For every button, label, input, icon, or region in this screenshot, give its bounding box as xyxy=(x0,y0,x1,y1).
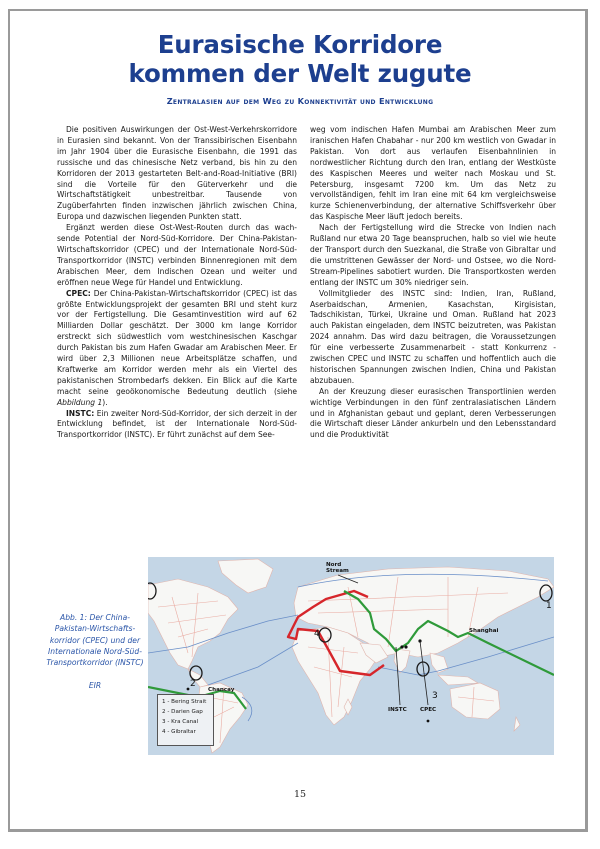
paragraph: Ergänzt werden diese Ost-West-Routen durch das wachsende Potential der Nord-Süd-Korridore. Der China-Pakistan-Wirtschaftskorridor (CPEC) und der Internationale Nord-Süd-Transportkorridor (INSTC) verbinden Binnenregionen mit dem Arabischen Meer, dem Indischen Ozean und weiter und eröffnen neue Wege für Handel und Entwicklung. xyxy=(57,223,297,287)
title-line-1: Eurasische Korridore xyxy=(157,30,443,59)
map-number-4: 4 xyxy=(314,629,320,639)
article-subtitle: Zentralasien auf dem Weg zu Konnektivität und Entwicklung xyxy=(166,96,434,106)
paragraph-text: ). xyxy=(102,397,108,407)
map-label-nord-stream: Nord Stream xyxy=(326,562,349,574)
map-label-instc: INSTC xyxy=(388,707,407,713)
legend-item: 3 - Kra Canal xyxy=(162,719,199,725)
paragraph: An der Kreuzung dieser eurasischen Transportlinien werden wichtige Verbindungen in den fünf zentralasiatischen Ländern und in Afghanistan gebaut und geplant, deren Verbesserungen die Wirtschaft dieser Länder ankurbeln und den Lebensstandard und die Produktivität xyxy=(310,386,556,440)
world-map-figure xyxy=(148,557,554,755)
figure-reference: Abbildung 1 xyxy=(57,397,103,407)
map-number-3: 3 xyxy=(432,691,438,701)
map-label-shanghai: Shanghai xyxy=(469,628,499,634)
paragraph: weg vom indischen Hafen Mumbai am Arabischen Meer zum iranischen Hafen Chabahar - nur 200 km westlich von Gwadar in Pakistan. Von dort aus verlaufen Eisenbahnlinien in nordwestlicher Richtung durch den Iran, entlang der Westküste des Kaspischen Meeres und weiter nach Moskau und St. Petersburg, insgesamt 7200 km. Um das Netz zu vervollständigen, fehlt im Iran eine mit 64 km vergleichsweise kurze Schienenverbindung, der alternative Schiffsverkehr über das Kaspische Meer läuft jedoch bereits. xyxy=(310,125,556,222)
map-legend xyxy=(157,694,214,746)
paragraph-cpec xyxy=(57,289,297,409)
legend-item: 2 - Darien Gap xyxy=(162,709,203,715)
page-number: 15 xyxy=(293,789,307,800)
map-number-1: 1 xyxy=(546,601,552,611)
figure-source: EIR xyxy=(88,681,102,691)
title-line-2: kommen der Welt zugute xyxy=(128,59,472,88)
paragraph-text: Ein zweiter Nord-Süd-Korridor, der sich derzeit in der Entwicklung befindet, ist der Internationale Nord-Süd-Transportkorridor (INSTC). Er führt zunächst auf dem See- xyxy=(57,408,297,440)
legend-item: 4 - Gibraltar xyxy=(162,729,196,735)
legend-item: 1 - Bering Strait xyxy=(162,699,207,705)
figure-caption xyxy=(45,612,145,692)
map-number-2: 2 xyxy=(190,679,196,689)
body-column-right xyxy=(310,125,556,441)
paragraph-instc xyxy=(57,409,297,442)
caption-text: Abb. 1: Der China-Pakistan-Wirtschaftskorridor (CPEC) und der Internationale Nord-Süd-Transportkorridor (INSTC) xyxy=(46,613,144,668)
map-label-cpec: CPEC xyxy=(420,707,437,713)
paragraph-text: Der China-Pakistan-Wirtschaftskorridor (CPEC) ist das größte Entwicklungsprojekt der gesamten BRI und steht kurz vor der Fertigstellung. Die Gesamtinvestition wird auf 62 Milliarden Dollar geschätzt. Der 3000 km lange Korridor erstreckt sich südwestlich vom westchinesischen Kaschgar durch Pakistan bis zum Hafen Gwadar am Arabischen Meer. Er wird über 2,3 Millionen neue Arbeitsplätze schaffen, und Kraftwerke am Korridor werden mehr als ein Viertel des pakistanischen Strombedarfs dekken. Ein Blick auf die Karte macht seine geoökonomische Bedeutung deutlich (siehe xyxy=(57,288,297,396)
body-column-left xyxy=(57,125,297,441)
run-in-heading: CPEC: xyxy=(66,288,91,298)
article-title xyxy=(0,30,600,88)
map-label-chancay: Chancay xyxy=(208,687,235,693)
paragraph: Vollmitglieder des INSTC sind: Indien, Iran, Rußland, Aserbaidschan, Armenien, Kasachstan, Kirgisistan, Tadschikistan, Türkei, Ukraine und Oman. Rußland hat 2023 auch Pakistan eingeladen, dem INSTC beizutreten, was Pakistan 2024 annahm. Das wird dazu beitragen, die Voraussetzungen für eine verbesserte Zusammenarbeit - statt Konkurrenz - zwischen CPEC und INSTC zu schaffen und hoffentlich auch die historischen Spannungen zwischen Indien, China und Pakistan abzubauen. xyxy=(310,288,556,385)
run-in-heading: INSTC: xyxy=(66,408,95,418)
paragraph: Die positiven Auswirkungen der Ost-West-Verkehrskorridore in Eurasien sind bekannt. Von der Transsibirischen Eisenbahn im Jahr 1904 über die Eurasische Eisenbahn, die 1991 das russische und das chinesische Netz verband, bis hin zu den Korridoren der 2013 gestarteten Belt-and-Road-Initiative (BRI) sind die Vorteile für den Güterverkehr und die Wirtschaftstätigkeit unbestreitbar. Tausende von Zugüberfahrten finden inzwischen jährlich zwischen China, Europa und dazwischen liegenden Punkten statt. xyxy=(57,125,297,222)
paragraph: Nach der Fertigstellung wird die Strecke von Indien nach Rußland nur etwa 20 Tage beanspruchen, halb so viel wie heute der Transport durch den Suezkanal, die Straße von Gibraltar und die umstrittenen Gewässer der Nord- und Ostsee, wo die Nord-Stream-Pipelines sabotiert wurden. Die Transportkosten werden entlang der INSTC um 30% niedriger sein. xyxy=(310,223,556,287)
